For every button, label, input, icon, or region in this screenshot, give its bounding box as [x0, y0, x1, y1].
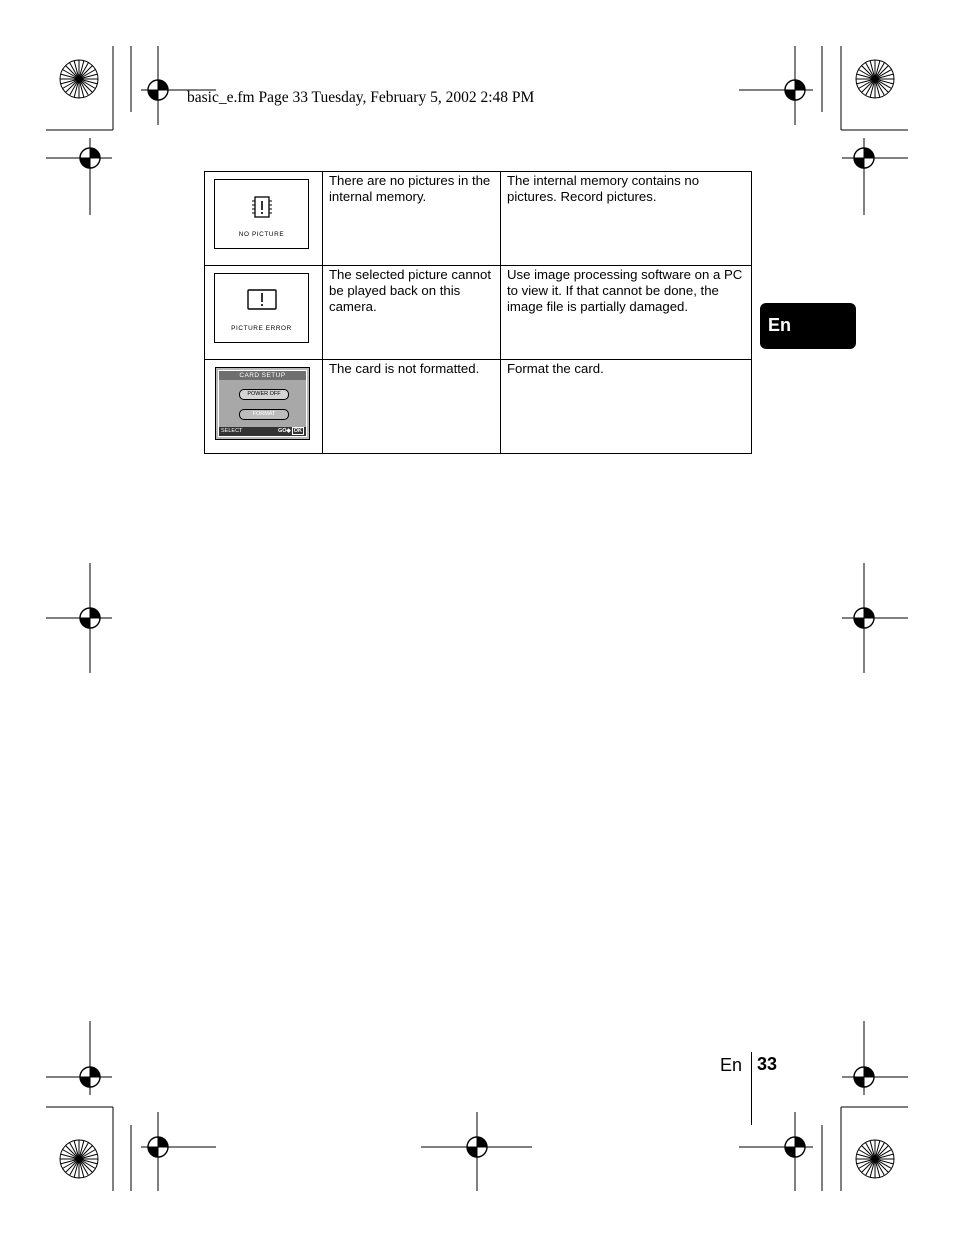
select-hint: SELECT — [221, 428, 243, 434]
table-row — [205, 172, 752, 266]
power-off-option: POWER OFF — [239, 389, 289, 400]
screen-cell — [205, 172, 323, 266]
cause-cell: The card is not formatted. — [323, 360, 501, 454]
remedy-cell: The internal memory contains no pictures. Record pictures. — [501, 172, 752, 266]
go-hint: GO◆ OK — [277, 428, 302, 434]
screen-message-label: PICTURE ERROR — [231, 325, 292, 332]
language-side-tab-label: En — [768, 315, 792, 335]
cause-cell: There are no pictures in the internal memory. — [323, 172, 501, 266]
ok-key-label: OK — [293, 428, 302, 434]
monitor-screen-picture-error — [214, 273, 309, 343]
exclamation-box-icon — [247, 289, 277, 311]
screen-message-label: NO PICTURE — [238, 231, 285, 238]
card-setup-screen — [215, 367, 310, 440]
footer-divider — [751, 1052, 752, 1125]
format-option: FORMAT — [239, 409, 289, 420]
remedy-cell: Format the card. — [501, 360, 752, 454]
file-info-header: basic_e.fm Page 33 Tuesday, February 5, 2002 2:48 PM — [187, 89, 535, 106]
page-number: 33 — [757, 1054, 778, 1074]
cause-cell: The selected picture cannot be played back on this camera. — [323, 266, 501, 360]
table-row — [205, 360, 752, 454]
table-row — [205, 266, 752, 360]
screen-cell — [205, 360, 323, 454]
lcd-footer — [219, 427, 306, 436]
monitor-screen-no-picture — [214, 179, 309, 249]
card-setup-title: CARD SETUP — [219, 371, 306, 380]
remedy-cell: Use image processing software on a PC to view it. If that cannot be done, the image file is partially damaged. — [501, 266, 752, 360]
footer-language: En — [720, 1055, 743, 1075]
error-message-table — [204, 171, 752, 454]
screen-cell — [205, 266, 323, 360]
language-side-tab — [760, 303, 856, 349]
memory-card-error-icon — [252, 195, 272, 221]
